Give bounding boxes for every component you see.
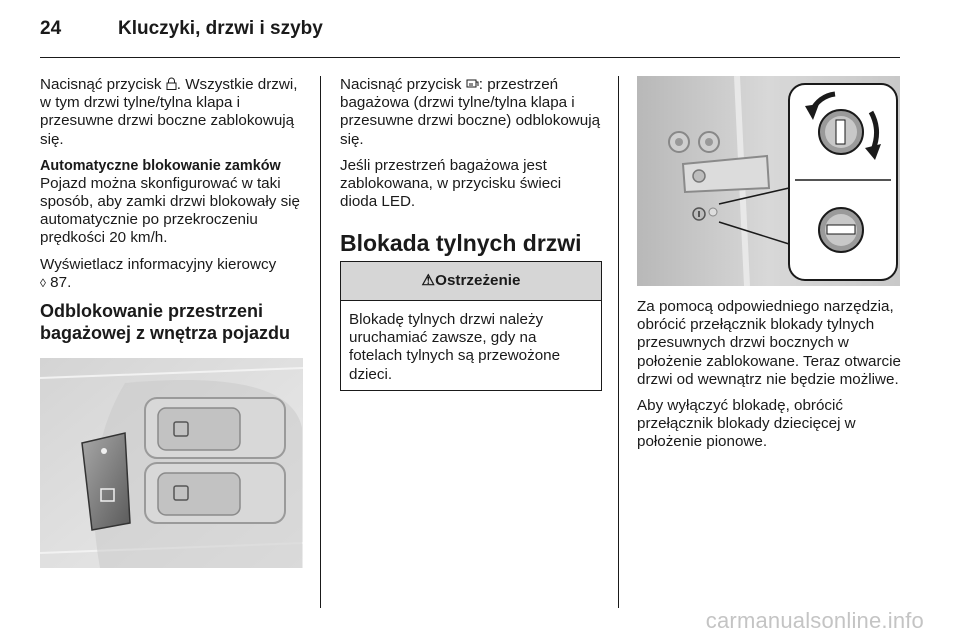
column-middle — [340, 76, 602, 265]
page-number: 24 — [40, 18, 62, 39]
page-header — [40, 18, 900, 58]
lock-paragraph: Nacisnąć przycisk . Wszystkie drzwi, w tym drzwi tylne/tylna klapa i przesuwne drzwi boczne zablokowują się. — [40, 76, 298, 148]
chapter-title: Kluczyki, drzwi i szyby — [118, 18, 323, 39]
page-reference[interactable]: 87. — [50, 273, 72, 291]
page-reference-arrow-icon: ◊ — [40, 275, 46, 290]
warning-triangle-icon: ⚠ — [421, 272, 436, 289]
child-lock-illustration — [637, 76, 900, 286]
warning-box — [340, 261, 602, 391]
cargo-unlock-icon — [466, 77, 479, 90]
header-divider — [40, 57, 900, 58]
column-divider — [618, 76, 619, 608]
watermark: carmanualsonline.info — [705, 608, 924, 633]
door-switch-illustration — [40, 358, 303, 568]
lock-button-icon — [166, 77, 177, 90]
dic-paragraph: Wyświetlacz informacyjny kierowcy ◊ 87. — [40, 255, 277, 291]
led-paragraph: Jeśli przestrzeń bagażowa jest zablokowana, w przycisku świeci dioda LED. — [340, 156, 562, 211]
column-left — [40, 76, 306, 358]
column-divider — [320, 76, 321, 608]
warning-text: Blokadę tylnych drzwi należy uruchamiać zawsze, gdy na fotelach tylnych są przewożone dzieci. — [349, 311, 561, 383]
disable-paragraph: Aby wyłączyć blokadę, obrócić przełącznik blokady dziecięcej w położenie pionowe. — [637, 397, 856, 451]
auto-lock-text: Pojazd można skonfigurować w taki sposób, aby zamki drzwi blokowały się automatycznie po przekroczeniu prędkości 20 km/h. — [40, 174, 300, 247]
column-right — [637, 298, 903, 460]
unlock-cargo-heading: Odblokowanie przestrzeni bagażowej z wnętrza pojazdu — [40, 301, 291, 344]
warning-title: Ostrzeżenie — [435, 272, 521, 289]
warning-header — [341, 262, 601, 301]
tool-paragraph: Za pomocą odpowiedniego narzędzia, obrócić przełącznik blokady tylnych przesuwnych drzwi bocznych w położenie zablokowane. Teraz otwarcie drzwi od wewnątrz nie będzie możliwe. — [637, 298, 901, 388]
cargo-unlock-paragraph: Nacisnąć przycisk : przestrzeń bagażowa (drzwi tylne/tylna klapa i przesuwne drzwi boczne) odblokowują się. — [340, 76, 601, 148]
child-lock-heading: Blokada tylnych drzwi — [340, 230, 582, 257]
auto-lock-heading: Automatyczne blokowanie zamków — [40, 157, 281, 174]
